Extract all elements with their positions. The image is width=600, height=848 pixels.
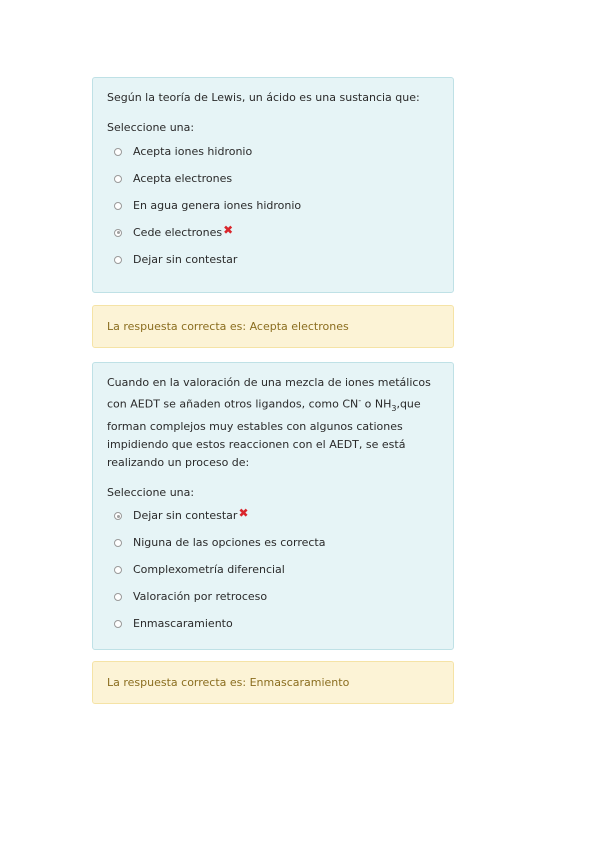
option-label: Complexometría diferencial: [133, 563, 285, 577]
radio-button[interactable]: [114, 566, 122, 574]
feedback-text: La respuesta correcta es: Enmascaramiento: [107, 676, 350, 689]
incorrect-icon: ✖: [238, 506, 249, 521]
question-1-text: Según la teoría de Lewis, un ácido es una sustancia que:: [107, 91, 420, 104]
q1-option-3[interactable]: [107, 192, 439, 219]
question-1-feedback: [92, 305, 454, 348]
q2-option-4[interactable]: [107, 584, 439, 611]
q2-option-1[interactable]: [107, 503, 439, 530]
feedback-text: La respuesta correcta es: Acepta electrones: [107, 320, 349, 333]
question-2-feedback: [92, 661, 454, 704]
option-label: Acepta iones hidronio: [133, 144, 253, 158]
question-2-text-part: o NH: [361, 397, 392, 411]
option-label: Dejar sin contestar: [133, 252, 238, 266]
q2-option-2[interactable]: [107, 530, 439, 557]
option-label: En agua genera iones hidronio: [133, 198, 302, 212]
question-1-box: [92, 77, 454, 293]
question-1-options: [107, 138, 439, 273]
option-label: Enmascaramiento: [133, 617, 233, 631]
option-label: Cede electrones: [133, 225, 223, 239]
question-2-options: [107, 503, 439, 638]
option-label: Dejar sin contestar: [133, 509, 238, 523]
q1-option-5[interactable]: [107, 246, 439, 273]
question-2-text-part: ,que forman complejos muy estables con algunos cationes impidiendo que estos reaccionen con el AEDT, se está realizando un proceso de:: [107, 397, 421, 469]
question-2-text: [107, 374, 439, 472]
incorrect-icon: ✖: [223, 222, 234, 237]
radio-button[interactable]: [114, 148, 122, 156]
radio-button[interactable]: [114, 175, 122, 183]
q2-option-3[interactable]: [107, 557, 439, 584]
option-label: Niguna de las opciones es correcta: [133, 536, 326, 550]
radio-button[interactable]: [114, 202, 122, 210]
radio-button[interactable]: [114, 539, 122, 547]
radio-button-selected[interactable]: [114, 512, 122, 520]
q1-option-4[interactable]: [107, 219, 439, 246]
q2-option-5[interactable]: [107, 611, 439, 638]
radio-button[interactable]: [114, 593, 122, 601]
option-label: Valoración por retroceso: [133, 590, 268, 604]
radio-button[interactable]: [114, 256, 122, 264]
question-2-prompt: Seleccione una:: [107, 485, 195, 499]
q1-option-1[interactable]: [107, 138, 439, 165]
q1-option-2[interactable]: [107, 165, 439, 192]
radio-button-selected[interactable]: [114, 229, 122, 237]
question-2-box: [92, 362, 454, 650]
radio-button[interactable]: [114, 620, 122, 628]
superscript: -: [358, 396, 362, 405]
subscript: 3: [391, 403, 397, 413]
question-1-prompt: Seleccione una:: [107, 121, 195, 134]
question-2-text-part: Cuando en la valoración de una mezcla de iones metálicos con AEDT se añaden otros ligandos, como CN: [107, 376, 431, 411]
option-label: Acepta electrones: [133, 171, 233, 185]
